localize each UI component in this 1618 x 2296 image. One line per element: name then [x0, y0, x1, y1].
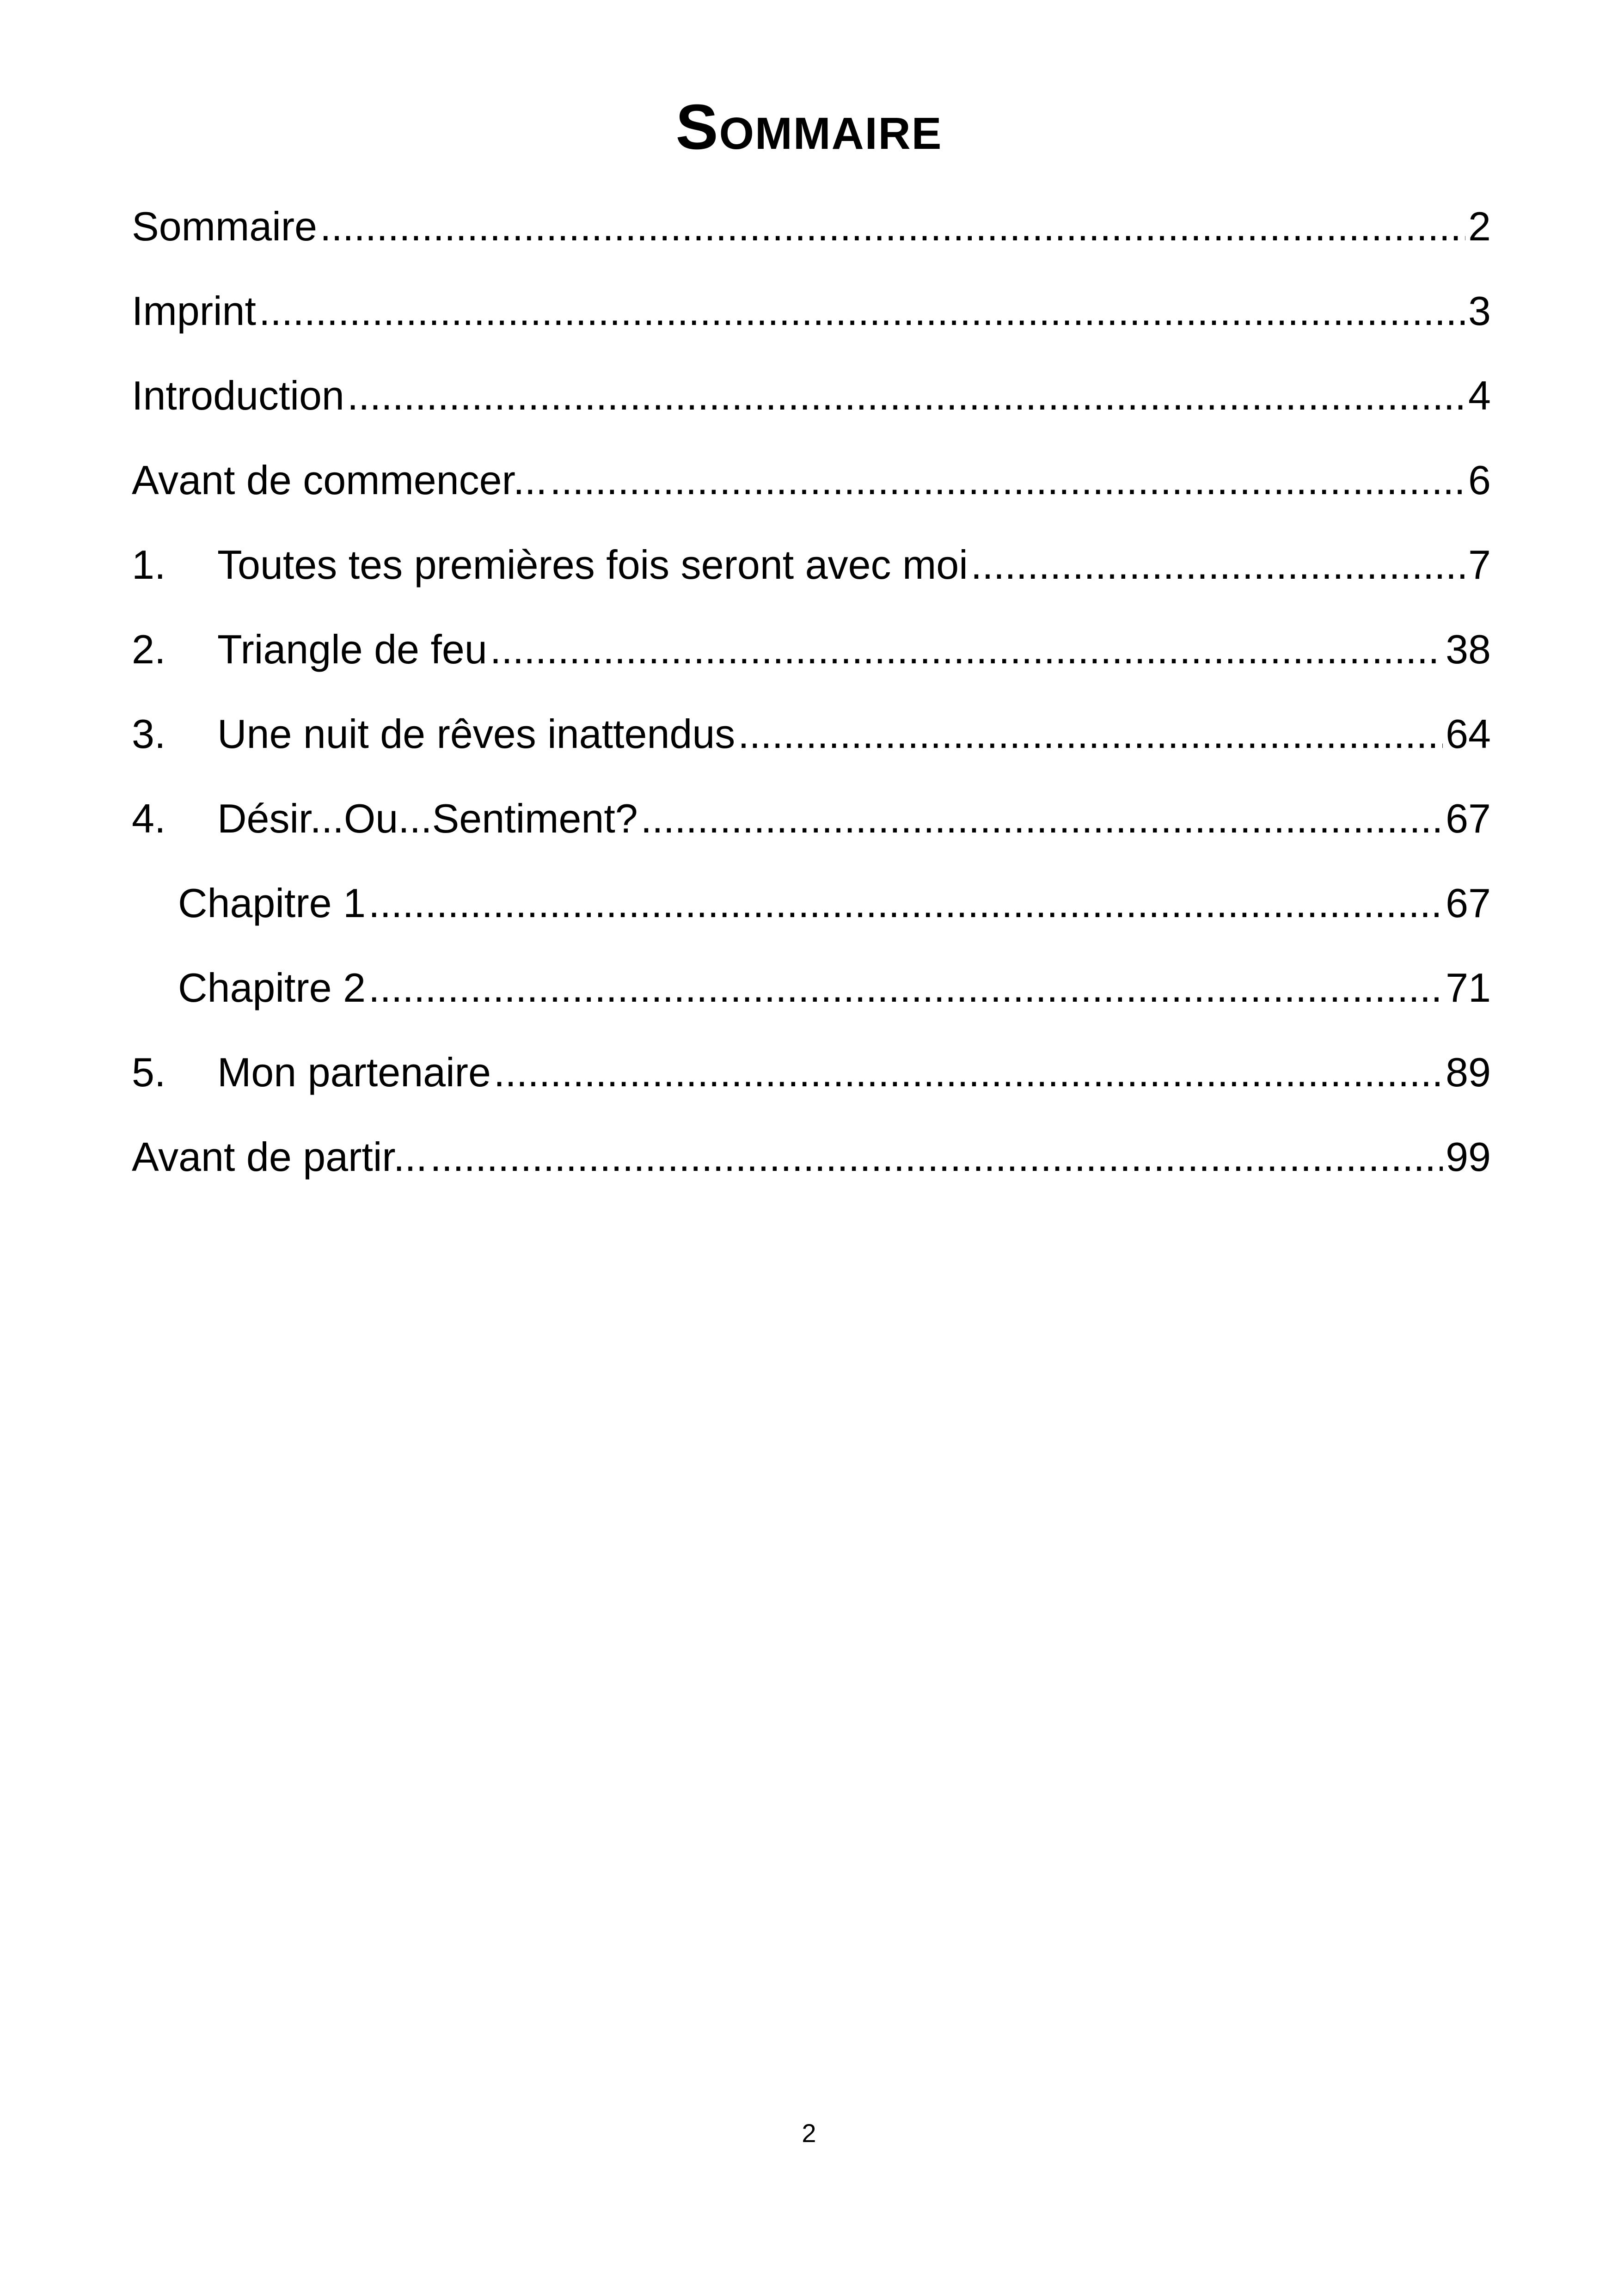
page-number: 2: [802, 2118, 816, 2148]
toc-dot-leader: [641, 786, 1443, 851]
toc-subentry[interactable]: [132, 955, 1491, 1040]
toc-dot-leader: [368, 955, 1443, 1020]
toc-entry[interactable]: [132, 1125, 1491, 1209]
toc-entry-page: 7: [1468, 542, 1491, 588]
toc-entry[interactable]: [132, 194, 1491, 279]
toc-entry-page: 6: [1468, 457, 1491, 503]
toc-entry-page: 67: [1446, 880, 1491, 926]
table-of-contents: [132, 194, 1491, 1209]
toc-dot-leader: [738, 702, 1443, 766]
toc-dot-leader: [320, 194, 1465, 259]
toc-dot-leader: [259, 279, 1465, 343]
toc-entry-page: 89: [1446, 1049, 1491, 1095]
toc-entry-label: Une nuit de rêves inattendus: [217, 711, 735, 757]
toc-entry-label: Introduction: [132, 373, 344, 418]
toc-entry-page: 3: [1468, 288, 1491, 334]
toc-entry-page: 2: [1468, 203, 1491, 249]
toc-entry-label: Avant de partir...: [132, 1134, 428, 1180]
toc-entry[interactable]: [132, 533, 1491, 617]
toc-entry[interactable]: [132, 1040, 1491, 1125]
toc-entry-label: Chapitre 2: [178, 965, 366, 1010]
toc-subentry[interactable]: [132, 871, 1491, 955]
toc-dot-leader: [550, 448, 1465, 513]
toc-dot-leader: [347, 363, 1465, 428]
toc-entry[interactable]: [132, 786, 1491, 871]
toc-entry-page: 64: [1446, 711, 1491, 757]
toc-entry[interactable]: [132, 363, 1491, 448]
toc-entry-page: 71: [1446, 965, 1491, 1010]
toc-entry-label: Imprint: [132, 288, 256, 334]
toc-entry-label: Chapitre 1: [178, 880, 366, 926]
toc-entry-page: 38: [1446, 626, 1491, 672]
toc-entry-label: Toutes tes premières fois seront avec moi: [217, 542, 968, 588]
toc-entry-label: Sommaire: [132, 203, 317, 249]
page-title: Sommaire: [675, 92, 943, 163]
toc-entry-label: Désir...Ou...Sentiment?: [217, 796, 638, 841]
toc-entry[interactable]: [132, 279, 1491, 363]
toc-entry-page: 4: [1468, 373, 1491, 418]
toc-entry-number: 5.: [132, 1049, 166, 1095]
toc-entry-number: 1.: [132, 542, 166, 588]
toc-dot-leader: [971, 533, 1465, 597]
toc-entry-page: 99: [1446, 1134, 1491, 1180]
toc-dot-leader: [490, 617, 1443, 682]
toc-entry[interactable]: [132, 702, 1491, 786]
toc-entry-page: 67: [1446, 796, 1491, 841]
toc-entry-label: Triangle de feu: [217, 626, 487, 672]
toc-entry[interactable]: [132, 448, 1491, 533]
toc-dot-leader: [430, 1125, 1443, 1189]
toc-entry-number: 4.: [132, 796, 166, 841]
toc-dot-leader: [368, 871, 1443, 936]
toc-entry-label: Avant de commencer...: [132, 457, 547, 503]
toc-entry-number: 2.: [132, 626, 166, 672]
toc-dot-leader: [494, 1040, 1443, 1105]
toc-entry[interactable]: [132, 617, 1491, 702]
toc-entry-label: Mon partenaire: [217, 1049, 491, 1095]
toc-entry-number: 3.: [132, 711, 166, 757]
